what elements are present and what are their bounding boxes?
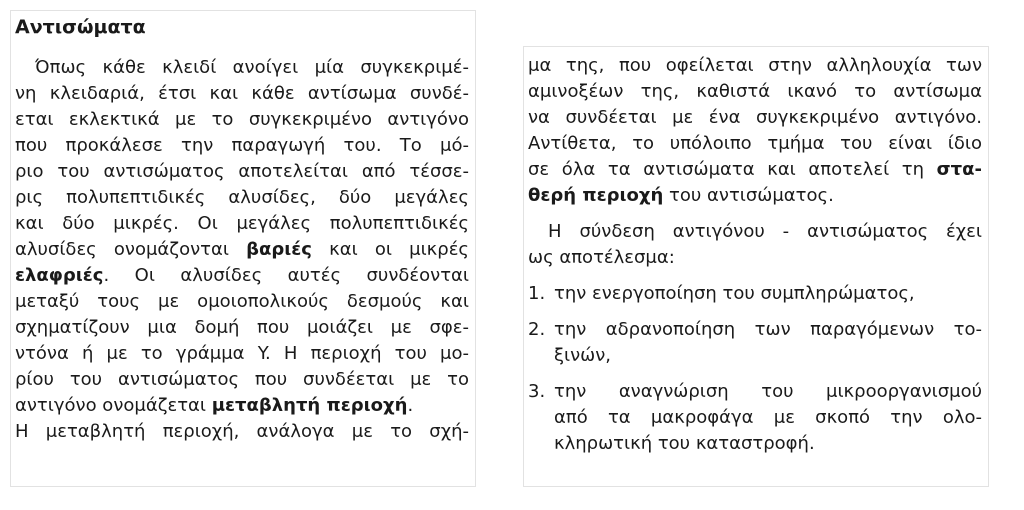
text-span: αλυσίδες ονομάζονται <box>15 239 247 260</box>
bold-term-variable-region: μεταβλητή περιοχή <box>211 395 408 416</box>
text-line: αμινοξέων της, καθιστά ικανό το αντίσωμα <box>528 81 982 102</box>
text-line: να συνδέεται με ένα συγκεκριμένο αντιγόνο. <box>528 107 982 128</box>
list-number: 3. <box>528 381 546 402</box>
text-span: του αντισώματος. <box>663 185 834 206</box>
list-number: 2. <box>528 319 546 340</box>
text-line: ρίου του αντισώματος που συνδέεται με το <box>15 369 469 390</box>
text-line: ρις πολυπεπτιδικές αλυσίδες, δύο μεγάλες <box>15 187 469 208</box>
text-span: αντιγόνο ονομάζεται <box>15 395 212 416</box>
text-line: νη κλειδαριά, έτσι και κάθε αντίσωμα συνδέ- <box>15 83 469 104</box>
text-line: που προκάλεσε την παραγωγή του. Το μό- <box>15 135 469 156</box>
list-item-line: κληρωτική του καταστροφή. <box>554 433 815 454</box>
list-item-line: την ενεργοποίηση του συμπληρώματος, <box>554 283 915 304</box>
right-column <box>523 46 989 487</box>
text-span: και οι μικρές <box>311 239 469 260</box>
bold-term-light: ελαφριές <box>15 265 104 286</box>
text-line <box>15 393 469 419</box>
text-line: εται εκλεκτικά με το συγκεκριμένο αντιγόνο <box>15 109 469 130</box>
text-line: μεταξύ τους με ομοιοπολικούς δεσμούς και <box>15 291 469 312</box>
list-item-line: την αναγνώριση του μικροοργανισμού <box>554 381 982 402</box>
text-line <box>15 237 469 263</box>
text-line <box>528 183 982 209</box>
text-line <box>15 263 469 289</box>
left-column <box>10 10 476 487</box>
text-span: σε όλα τα αντισώματα και αποτελεί τη <box>528 159 937 180</box>
bold-term-constant-region-end: θερή περιοχή <box>528 185 664 206</box>
text-line: Η σύνδεση αντιγόνου - αντισώματος έχει <box>548 221 982 242</box>
list-item-line: ξινών, <box>554 345 612 366</box>
text-span: . <box>407 395 414 416</box>
text-line: Η μεταβλητή περιοχή, ανάλογα με το σχή- <box>15 421 469 442</box>
bold-term-heavy: βαριές <box>246 239 312 260</box>
text-line: μα της, που οφείλεται στην αλληλουχία των <box>528 55 982 76</box>
bold-term-constant-region-start: στα- <box>936 159 982 180</box>
list-item-line: από τα μακροφάγα με σκοπό την ολο- <box>554 407 982 428</box>
text-line: ως αποτέλεσμα: <box>528 247 675 268</box>
text-line <box>528 157 982 183</box>
list-item-line: την αδρανοποίηση των παραγόμενων το- <box>554 319 982 340</box>
text-line: ντόνα ή με το γράμμα Y. Η περιοχή του μο- <box>15 343 469 364</box>
text-line: ριο του αντισώματος αποτελείται από τέσσε- <box>15 161 469 182</box>
text-line: Όπως κάθε κλειδί ανοίγει μία συγκεκριμέ- <box>35 57 469 78</box>
text-line: Αντίθετα, το υπόλοιπο τμήμα του είναι ίδιο <box>528 133 982 154</box>
text-line: σχηματίζουν μια δομή που μοιάζει με σφε- <box>15 317 469 338</box>
list-number: 1. <box>528 283 546 304</box>
text-span: . Οι αλυσίδες αυτές συνδέονται <box>103 265 469 286</box>
section-title: Αντισώματα <box>15 16 146 38</box>
text-line: και δύο μικρές. Οι μεγάλες πολυπεπτιδικές <box>15 213 469 234</box>
